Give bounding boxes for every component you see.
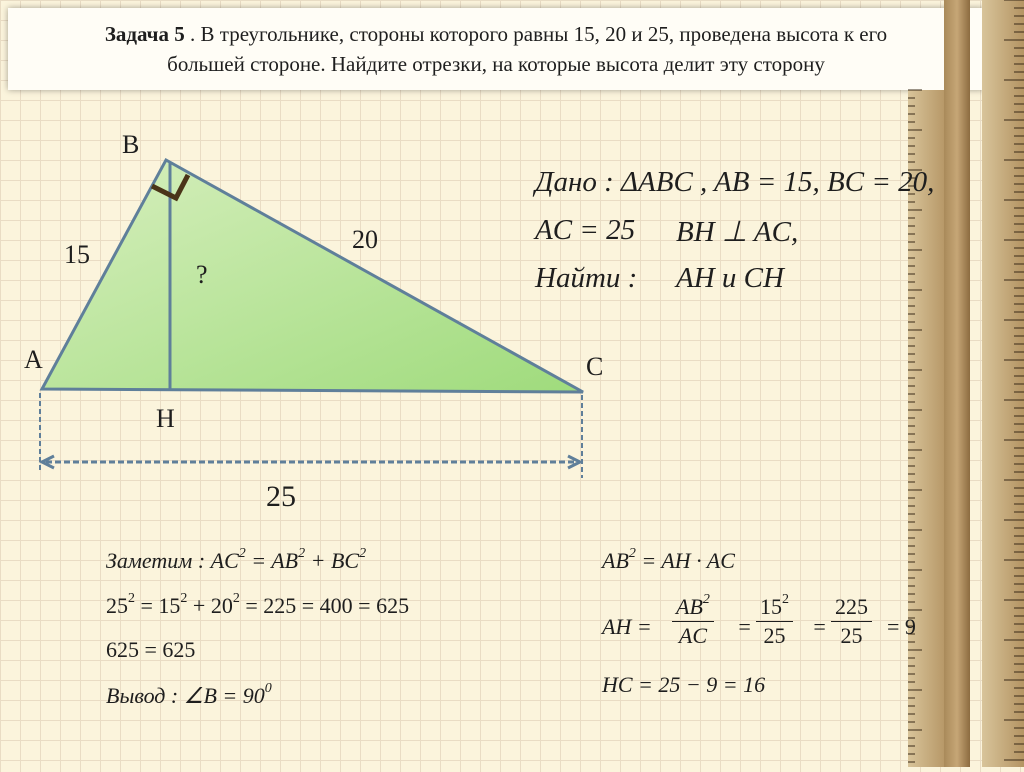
unknown-mark: ? (196, 260, 208, 289)
equals-sign-2: = (812, 614, 827, 639)
note-equation: Заметим : $AC^2 = AB^2 + BC^2$ (106, 545, 367, 573)
wooden-ruler-decoration (900, 0, 1024, 767)
conclusion: Вывод : ∠B = $90^0$ (106, 680, 272, 708)
given-line-2-right: BH ⊥ AC, (676, 216, 799, 248)
side-bc-label: 20 (352, 225, 378, 254)
given-line-1: Дано : ΔABC , AB = 15, BC = 20, (535, 166, 935, 198)
vertex-c-label: C (586, 352, 604, 381)
ah-label: AH = (602, 614, 652, 639)
fraction-15-25: $15^2$ 25 (756, 594, 793, 649)
leg-projection-equation: $AB^2$ = AH · AC (602, 545, 735, 573)
find-value: AH и CH (676, 262, 784, 294)
statement-line-2: большей стороне. Найдите отрезки, на которые высота делит эту сторону (167, 52, 825, 76)
fraction-225-25: 225 25 (831, 594, 872, 649)
foot-h-label: H (156, 404, 175, 433)
vertex-a-label: A (24, 345, 43, 374)
fraction-ab-ac: $AB^2$ AC (672, 594, 714, 649)
equals-sign-1: = (737, 614, 752, 639)
statement-line-1: Задача 5 . В треугольнике, стороны которого равны 15, 20 и 25, проведена высота к его (104, 22, 888, 46)
given-line-2-left: AC = 25 (535, 214, 636, 246)
triangle-abc (42, 160, 583, 392)
check-equation: 625 = 625 (106, 637, 196, 662)
side-ab-label: 15 (64, 240, 90, 269)
task-label: Задача 5 (104, 22, 185, 46)
vertex-b-label: B (122, 130, 140, 159)
side-ac-label: 25 (266, 480, 296, 513)
square-sum-equation: $25^2 = 15^2 + 20^2 = 225 = 400 = 625$ (106, 590, 410, 618)
find-label: Найти : (535, 262, 638, 294)
result-ah: = 9 (887, 614, 916, 639)
hc-equation: HC = 25 − 9 = 16 (602, 672, 766, 697)
